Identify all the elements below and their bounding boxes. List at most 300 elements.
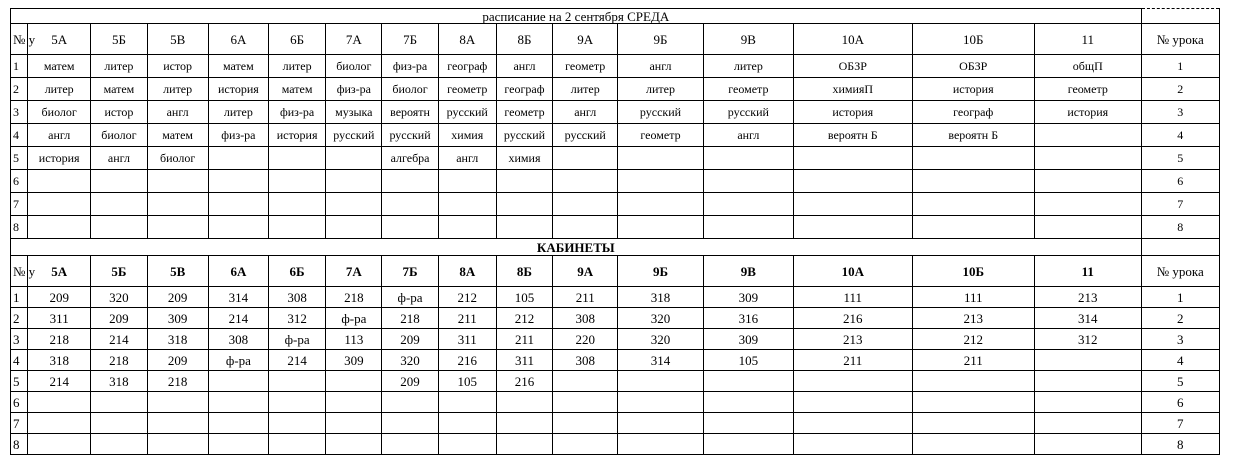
table-cell: 211 — [912, 350, 1034, 371]
table-cell: 209 — [91, 308, 147, 329]
table-cell — [618, 147, 703, 170]
table-cell: 212 — [438, 287, 496, 308]
table-cell: матем — [269, 78, 326, 101]
class-header: 7А — [326, 256, 382, 287]
lesson-number-header: № урока — [1141, 256, 1219, 287]
row-number: 8 — [11, 216, 28, 239]
table-cell — [208, 216, 268, 239]
table-cell: геометр — [553, 55, 618, 78]
cabinet-row — [11, 329, 1220, 350]
table-cell: история — [794, 101, 912, 124]
table-cell — [496, 216, 552, 239]
table-cell — [28, 216, 91, 239]
row-number: 2 — [11, 308, 28, 329]
table-cell — [28, 170, 91, 193]
table-cell: общП — [1034, 55, 1141, 78]
table-cell — [618, 216, 703, 239]
table-cell — [208, 392, 268, 413]
number-header: № у — [11, 24, 28, 55]
table-cell: 312 — [1034, 329, 1141, 350]
table-cell: 213 — [1034, 287, 1141, 308]
table-cell: химия — [496, 147, 552, 170]
table-cell: русский — [618, 101, 703, 124]
table-cell: 213 — [794, 329, 912, 350]
class-header: 10Б — [912, 256, 1034, 287]
table-cell: матем — [208, 55, 268, 78]
table-cell — [28, 193, 91, 216]
table-cell — [703, 170, 793, 193]
table-cell: матем — [28, 55, 91, 78]
row-number: 6 — [11, 170, 28, 193]
table-cell — [147, 413, 208, 434]
table-cell: литер — [208, 101, 268, 124]
table-cell: 211 — [438, 308, 496, 329]
schedule-row — [11, 193, 1220, 216]
table-cell — [269, 193, 326, 216]
table-cell: географ — [438, 55, 496, 78]
table-cell: русский — [496, 124, 552, 147]
cabinet-row — [11, 287, 1220, 308]
table-cell: биолог — [382, 78, 438, 101]
table-cell: англ — [438, 147, 496, 170]
table-cell — [1034, 413, 1141, 434]
table-cell — [147, 216, 208, 239]
table-cell: 314 — [208, 287, 268, 308]
table-cell — [553, 170, 618, 193]
table-cell — [553, 413, 618, 434]
table-cell — [553, 392, 618, 413]
row-number: 8 — [11, 434, 28, 455]
lesson-number: 2 — [1141, 308, 1219, 329]
table-cell — [269, 147, 326, 170]
table-cell — [28, 413, 91, 434]
schedule-table — [10, 8, 1220, 455]
table-cell: 309 — [703, 287, 793, 308]
table-cell: биолог — [326, 55, 382, 78]
table-cell: вероятн — [382, 101, 438, 124]
class-header: 10А — [794, 24, 912, 55]
table-cell: русский — [553, 124, 618, 147]
row-number: 2 — [11, 78, 28, 101]
table-cell — [912, 392, 1034, 413]
lesson-number: 3 — [1141, 101, 1219, 124]
table-cell: 308 — [553, 308, 618, 329]
lesson-number: 6 — [1141, 170, 1219, 193]
table-cell: литер — [269, 55, 326, 78]
table-cell — [703, 193, 793, 216]
class-header: 7Б — [382, 24, 438, 55]
table-cell: истор — [91, 101, 147, 124]
class-header: 10Б — [912, 24, 1034, 55]
cabinets-title: КАБИНЕТЫ — [11, 239, 1142, 256]
table-cell — [91, 170, 147, 193]
table-cell: 111 — [794, 287, 912, 308]
table-cell — [147, 170, 208, 193]
row-number: 1 — [11, 287, 28, 308]
table-cell: 209 — [147, 350, 208, 371]
table-cell: 216 — [794, 308, 912, 329]
table-cell — [1034, 170, 1141, 193]
schedule-row — [11, 170, 1220, 193]
table-cell — [618, 413, 703, 434]
cabinet-row — [11, 308, 1220, 329]
schedule-row — [11, 216, 1220, 239]
table-cell — [382, 392, 438, 413]
table-cell: 214 — [208, 308, 268, 329]
blank-cell — [1141, 239, 1219, 256]
table-cell: 111 — [912, 287, 1034, 308]
schedule-row — [11, 147, 1220, 170]
table-cell — [269, 392, 326, 413]
table-cell — [1034, 124, 1141, 147]
table-cell: 214 — [91, 329, 147, 350]
row-number: 6 — [11, 392, 28, 413]
table-cell — [1034, 147, 1141, 170]
table-cell: 320 — [91, 287, 147, 308]
table-cell: 220 — [553, 329, 618, 350]
table-cell — [618, 392, 703, 413]
table-cell — [496, 193, 552, 216]
table-cell — [912, 434, 1034, 455]
table-cell: англ — [618, 55, 703, 78]
table-cell: 105 — [438, 371, 496, 392]
table-cell: русский — [326, 124, 382, 147]
lesson-number-header: № урока — [1141, 24, 1219, 55]
table-cell — [438, 392, 496, 413]
table-cell — [208, 434, 268, 455]
table-cell — [438, 434, 496, 455]
row-number: 5 — [11, 371, 28, 392]
table-cell: матем — [91, 78, 147, 101]
table-cell: 316 — [703, 308, 793, 329]
table-cell: 211 — [496, 329, 552, 350]
cabinet-row — [11, 371, 1220, 392]
table-cell: история — [269, 124, 326, 147]
table-cell: 212 — [496, 308, 552, 329]
class-header: 5А — [28, 24, 91, 55]
class-header: 7А — [326, 24, 382, 55]
table-cell: биолог — [147, 147, 208, 170]
class-header: 8А — [438, 24, 496, 55]
table-cell: геометр — [496, 101, 552, 124]
table-cell: англ — [703, 124, 793, 147]
table-cell: история — [28, 147, 91, 170]
table-cell: 218 — [382, 308, 438, 329]
table-cell — [618, 371, 703, 392]
row-number: 1 — [11, 55, 28, 78]
table-cell: вероятн Б — [912, 124, 1034, 147]
row-number: 3 — [11, 329, 28, 350]
table-cell: биолог — [91, 124, 147, 147]
number-header: № у — [11, 256, 28, 287]
table-cell: 320 — [618, 308, 703, 329]
table-cell: алгебра — [382, 147, 438, 170]
blank-cell — [1141, 9, 1219, 24]
table-cell — [912, 216, 1034, 239]
table-cell: литер — [147, 78, 208, 101]
class-header: 9А — [553, 24, 618, 55]
schedule-row — [11, 101, 1220, 124]
table-cell: геометр — [438, 78, 496, 101]
table-cell — [28, 392, 91, 413]
table-cell — [382, 170, 438, 193]
lesson-number: 4 — [1141, 350, 1219, 371]
class-header: 9А — [553, 256, 618, 287]
table-cell: 213 — [912, 308, 1034, 329]
table-cell — [553, 434, 618, 455]
table-cell: физ-ра — [208, 124, 268, 147]
table-cell — [703, 434, 793, 455]
table-cell — [438, 413, 496, 434]
table-cell: 209 — [147, 287, 208, 308]
lesson-number: 2 — [1141, 78, 1219, 101]
table-cell: геометр — [618, 124, 703, 147]
table-cell — [326, 371, 382, 392]
table-cell — [703, 216, 793, 239]
table-cell: литер — [28, 78, 91, 101]
lesson-number: 4 — [1141, 124, 1219, 147]
table-cell: 309 — [703, 329, 793, 350]
table-cell — [382, 413, 438, 434]
table-cell: 311 — [28, 308, 91, 329]
table-cell: история — [1034, 101, 1141, 124]
class-header: 8Б — [496, 256, 552, 287]
table-cell: 211 — [794, 350, 912, 371]
table-cell: 308 — [269, 287, 326, 308]
table-cell — [794, 392, 912, 413]
table-cell — [912, 147, 1034, 170]
table-cell — [553, 193, 618, 216]
table-cell — [269, 371, 326, 392]
table-cell — [794, 216, 912, 239]
table-cell: 318 — [618, 287, 703, 308]
class-header: 11 — [1034, 24, 1141, 55]
table-cell: биолог — [28, 101, 91, 124]
table-cell: 320 — [382, 350, 438, 371]
class-header: 8Б — [496, 24, 552, 55]
table-cell — [703, 371, 793, 392]
lesson-number: 3 — [1141, 329, 1219, 350]
table-cell: русский — [438, 101, 496, 124]
table-cell — [326, 216, 382, 239]
table-cell — [496, 434, 552, 455]
table-cell: литер — [553, 78, 618, 101]
table-cell — [269, 170, 326, 193]
table-cell — [794, 371, 912, 392]
schedule-row — [11, 124, 1220, 147]
table-cell — [618, 434, 703, 455]
table-cell: геометр — [1034, 78, 1141, 101]
table-cell — [147, 193, 208, 216]
class-header: 6А — [208, 256, 268, 287]
table-cell — [91, 413, 147, 434]
table-cell: англ — [28, 124, 91, 147]
table-cell: 214 — [28, 371, 91, 392]
cabinet-row — [11, 434, 1220, 455]
class-header: 5Б — [91, 256, 147, 287]
table-cell: 214 — [269, 350, 326, 371]
table-cell — [438, 193, 496, 216]
row-number: 7 — [11, 413, 28, 434]
table-cell: физ-ра — [382, 55, 438, 78]
table-cell — [912, 170, 1034, 193]
table-cell: географ — [496, 78, 552, 101]
table-cell: 314 — [618, 350, 703, 371]
table-cell: 209 — [28, 287, 91, 308]
table-cell — [28, 434, 91, 455]
table-cell — [147, 392, 208, 413]
table-cell — [326, 413, 382, 434]
table-cell: 218 — [28, 329, 91, 350]
table-cell: англ — [147, 101, 208, 124]
cabinet-row — [11, 413, 1220, 434]
table-cell: 105 — [703, 350, 793, 371]
table-cell: 318 — [91, 371, 147, 392]
table-cell — [147, 434, 208, 455]
table-cell — [91, 216, 147, 239]
table-cell: литер — [618, 78, 703, 101]
table-cell: химия — [438, 124, 496, 147]
table-cell — [269, 216, 326, 239]
table-cell: 309 — [147, 308, 208, 329]
table-cell — [91, 392, 147, 413]
table-cell: 320 — [618, 329, 703, 350]
table-cell — [326, 434, 382, 455]
table-cell — [618, 193, 703, 216]
row-number: 3 — [11, 101, 28, 124]
lesson-number: 1 — [1141, 287, 1219, 308]
table-cell — [1034, 371, 1141, 392]
table-cell: 218 — [91, 350, 147, 371]
table-cell: история — [912, 78, 1034, 101]
lesson-number: 7 — [1141, 193, 1219, 216]
table-cell — [326, 147, 382, 170]
table-cell: 113 — [326, 329, 382, 350]
table-cell: история — [208, 78, 268, 101]
table-cell: 218 — [326, 287, 382, 308]
row-number: 7 — [11, 193, 28, 216]
class-header: 10А — [794, 256, 912, 287]
class-header: 5В — [147, 24, 208, 55]
table-cell: ОБЗР — [912, 55, 1034, 78]
lesson-number: 5 — [1141, 147, 1219, 170]
table-cell — [208, 413, 268, 434]
lesson-number: 8 — [1141, 434, 1219, 455]
table-cell — [208, 371, 268, 392]
table-cell: химияП — [794, 78, 912, 101]
class-header: 6Б — [269, 24, 326, 55]
table-cell: музыка — [326, 101, 382, 124]
table-cell — [382, 193, 438, 216]
table-cell: англ — [91, 147, 147, 170]
table-cell — [794, 193, 912, 216]
schedule-title: расписание на 2 сентября СРЕДА — [11, 9, 1142, 24]
table-cell — [553, 147, 618, 170]
table-cell — [208, 170, 268, 193]
table-cell: 318 — [147, 329, 208, 350]
table-cell: 212 — [912, 329, 1034, 350]
table-cell: ф-ра — [208, 350, 268, 371]
table-cell — [1034, 216, 1141, 239]
row-number: 4 — [11, 350, 28, 371]
class-header: 5Б — [91, 24, 147, 55]
table-cell: англ — [553, 101, 618, 124]
table-cell: ОБЗР — [794, 55, 912, 78]
table-cell: 209 — [382, 371, 438, 392]
lesson-number: 1 — [1141, 55, 1219, 78]
schedule-document — [10, 8, 1220, 455]
table-cell — [1034, 350, 1141, 371]
table-cell — [703, 392, 793, 413]
table-cell: 311 — [438, 329, 496, 350]
table-cell: 211 — [553, 287, 618, 308]
table-cell — [382, 434, 438, 455]
table-cell: 216 — [496, 371, 552, 392]
table-cell — [91, 193, 147, 216]
class-header: 5А — [28, 256, 91, 287]
lesson-number: 8 — [1141, 216, 1219, 239]
table-cell — [208, 147, 268, 170]
class-header: 9В — [703, 256, 793, 287]
table-cell: русский — [703, 101, 793, 124]
row-number: 4 — [11, 124, 28, 147]
table-cell — [912, 371, 1034, 392]
table-cell — [269, 413, 326, 434]
table-cell — [1034, 392, 1141, 413]
table-cell — [326, 170, 382, 193]
table-cell — [794, 147, 912, 170]
table-cell — [496, 413, 552, 434]
class-header: 7Б — [382, 256, 438, 287]
table-cell — [1034, 434, 1141, 455]
table-cell — [912, 413, 1034, 434]
cabinet-row — [11, 350, 1220, 371]
class-header: 5В — [147, 256, 208, 287]
class-header: 6А — [208, 24, 268, 55]
table-cell: 308 — [208, 329, 268, 350]
lesson-number: 6 — [1141, 392, 1219, 413]
table-cell: 216 — [438, 350, 496, 371]
table-cell: физ-ра — [326, 78, 382, 101]
table-cell — [794, 434, 912, 455]
table-cell — [91, 434, 147, 455]
table-cell: физ-ра — [269, 101, 326, 124]
table-cell — [703, 147, 793, 170]
table-cell: 308 — [553, 350, 618, 371]
table-cell — [496, 170, 552, 193]
table-cell — [438, 170, 496, 193]
table-cell — [326, 392, 382, 413]
table-cell: русский — [382, 124, 438, 147]
table-cell: англ — [496, 55, 552, 78]
table-cell: географ — [912, 101, 1034, 124]
schedule-row — [11, 55, 1220, 78]
table-cell: 314 — [1034, 308, 1141, 329]
table-cell — [794, 413, 912, 434]
table-cell: ф-ра — [269, 329, 326, 350]
table-cell — [553, 371, 618, 392]
table-cell: литер — [703, 55, 793, 78]
table-cell: вероятн Б — [794, 124, 912, 147]
table-cell: 312 — [269, 308, 326, 329]
table-cell: ф-ра — [326, 308, 382, 329]
table-cell — [794, 170, 912, 193]
table-cell: 105 — [496, 287, 552, 308]
lesson-number: 5 — [1141, 371, 1219, 392]
row-number: 5 — [11, 147, 28, 170]
table-cell: матем — [147, 124, 208, 147]
table-cell: 311 — [496, 350, 552, 371]
